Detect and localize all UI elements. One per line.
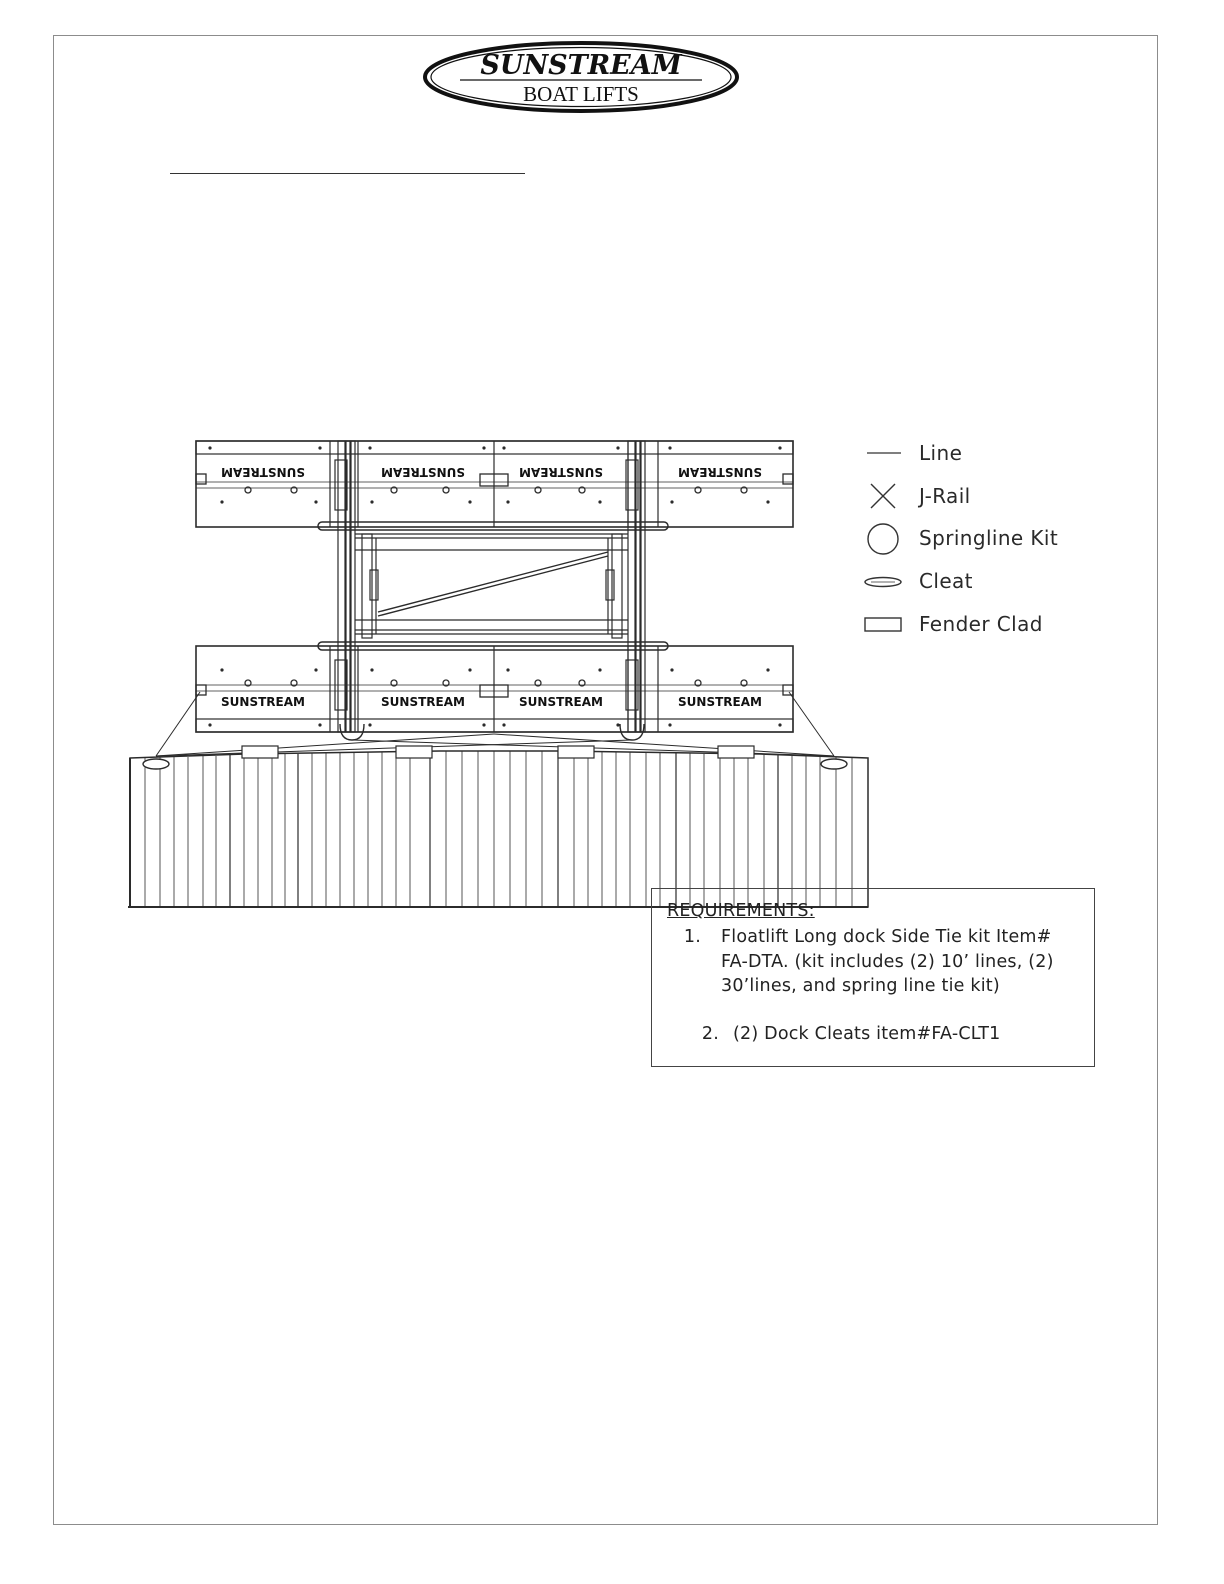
requirements-box [651,888,1095,1067]
cleat-icon [858,563,908,599]
requirement-number: 2. [701,1023,719,1044]
logo-brand-text: SUNSTREAM [480,50,682,81]
x-icon [858,478,908,514]
logo-subtitle-text: BOAT LIFTS [523,82,639,106]
requirement-text: (2) Dock Cleats item#FA-CLT1 [733,1023,1001,1044]
float-brand-label: SUNSTREAM [678,465,762,479]
requirement-number: 1. [683,927,701,947]
legend-item-j-rail [858,475,1118,518]
requirements-list [667,925,1080,1046]
float-brand-label: SUNSTREAM [381,695,465,709]
dock [128,746,868,907]
legend-label: Fender Clad [919,611,1043,636]
title-underline [170,173,525,174]
legend-item-springline-kit [858,517,1118,560]
rectangle-icon [858,606,908,642]
bottom-float-row [196,646,793,732]
dock-layout-diagram [120,430,880,920]
requirement-item [667,925,1080,999]
top-float-row [196,441,793,527]
float-brand-label: SUNSTREAM [221,695,305,709]
legend [858,432,1118,645]
legend-label: J-Rail [919,483,971,508]
legend-item-cleat [858,560,1118,603]
requirement-text: Floatlift Long dock Side Tie kit Item# FA-DTA. (kit includes (2) 10’ lines, (2) 30’lines, and spring line tie kit) [721,927,1054,996]
legend-item-line [858,432,1118,475]
line-icon [858,435,908,471]
legend-label: Line [919,441,963,466]
float-brand-label: SUNSTREAM [221,465,305,479]
float-brand-label: SUNSTREAM [519,695,603,709]
sunstream-logo [422,40,740,114]
float-brand-label: SUNSTREAM [519,465,603,479]
legend-item-fender-clad [858,602,1118,645]
circle-icon [858,520,908,556]
legend-label: Cleat [919,569,973,594]
float-brand-label: SUNSTREAM [678,695,762,709]
float-brand-label: SUNSTREAM [381,465,465,479]
requirement-item [667,1022,1080,1047]
requirements-title: REQUIREMENTS: [667,901,815,921]
legend-label: Springline Kit [919,526,1059,551]
